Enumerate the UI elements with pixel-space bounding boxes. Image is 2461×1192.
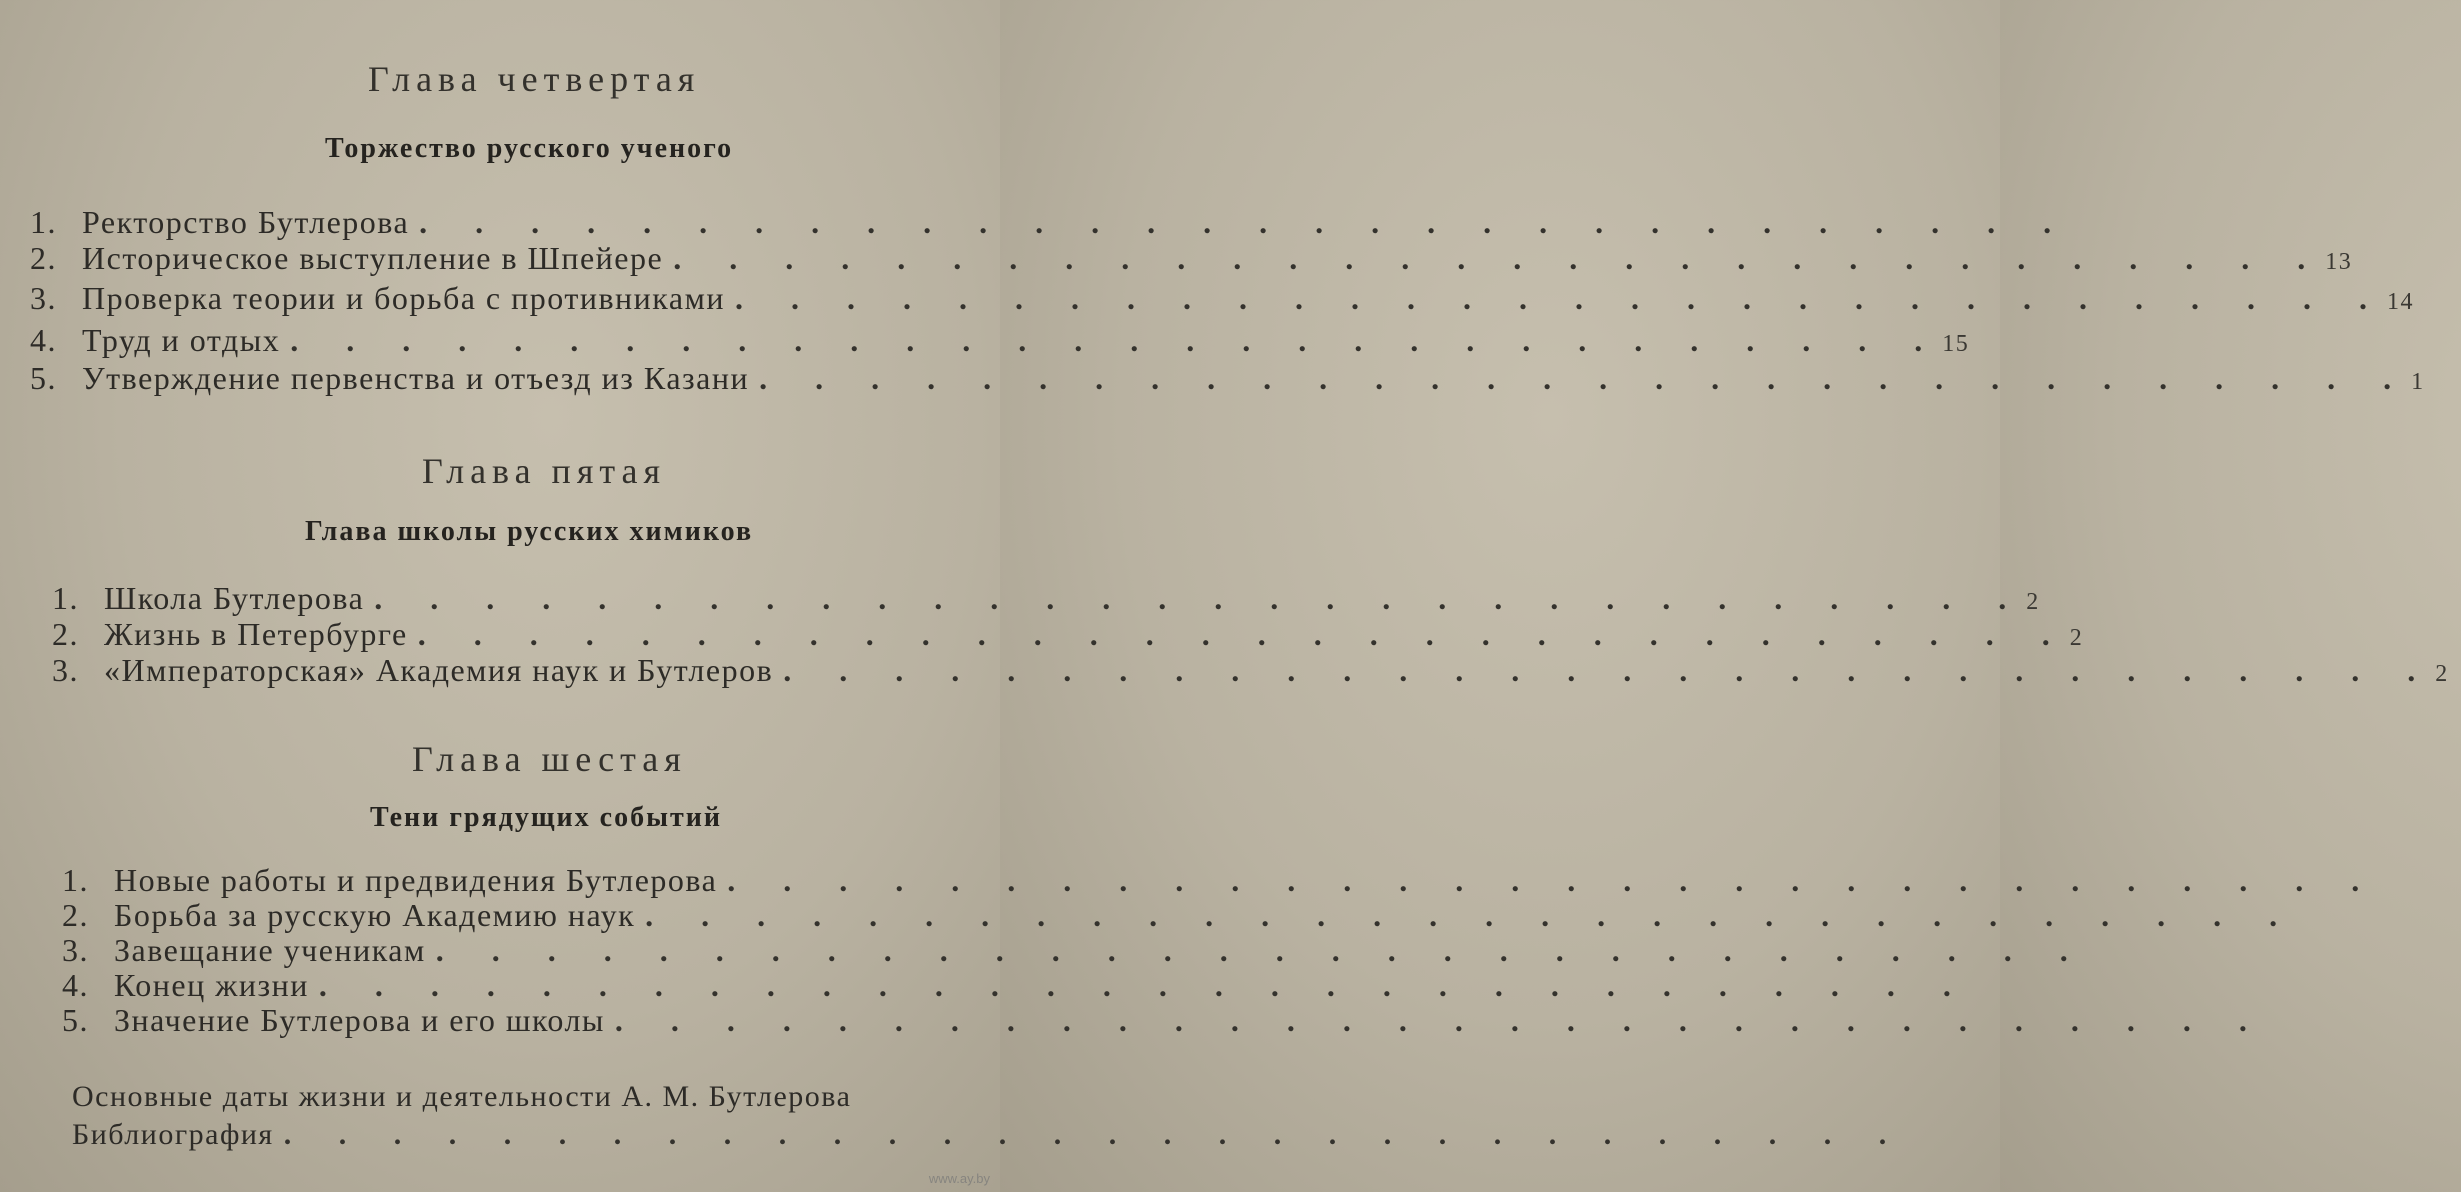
bibliography-entry-title: Библиография [72, 1118, 274, 1151]
entry-title: Ректорство Бутлерова [82, 204, 410, 240]
dot-leader: . . . . . . . . . . . . . . . . . . . . . . . . . . . . . . [614, 1002, 2267, 1038]
toc-entry [62, 967, 1971, 1007]
dot-leader: . . . . . . . . . . . . . . . . . . . . . . . . . . . . . . [318, 967, 1971, 1003]
chapter-6-heading: Глава шестая [412, 739, 687, 779]
entry-page: 2 [2435, 661, 2449, 687]
entry-title: Значение Бутлерова и его школы [114, 1002, 605, 1038]
toc-entry [52, 616, 2084, 656]
entry-number: 4. [30, 322, 57, 358]
dot-leader: . . . . . . . . . . . . . . . . . . . . . . . . . . . . . . [419, 204, 2072, 240]
toc-entry [30, 280, 2414, 320]
entry-page: 14 [2386, 289, 2414, 315]
entry-title: Утверждение первенства и отъезд из Казани [82, 360, 750, 396]
entry-number: 2. [30, 240, 57, 276]
chapter-4-title: Торжество русского ученого [325, 133, 734, 164]
dot-leader: . . . . . . . . . . . . . . . . . . . . . . . . . . . . . . [645, 897, 2298, 933]
chapter-6-title: Тени грядущих событий [370, 802, 722, 833]
entry-page: 2 [2069, 625, 2084, 651]
toc-entry [30, 360, 2425, 400]
dot-leader: . . . . . . . . . . . . . . . . . . . . . . . . . . . . . . [759, 360, 2412, 396]
toc-entry [62, 1002, 2267, 1042]
dot-leader: . . . . . . . . . . . . . . . . . . . . . . . . . . . . . . [290, 322, 1943, 358]
entry-title: Завещание ученикам [114, 932, 426, 968]
entry-page: 1 [2411, 369, 2425, 395]
dot-leader: . . . . . . . . . . . . . . . . . . . . . . . . . . . . . . [417, 616, 2070, 652]
entry-page: 13 [2325, 249, 2353, 275]
entry-number: 1. [30, 204, 57, 240]
entry-page: 15 [1942, 331, 1970, 357]
entry-number: 3. [52, 652, 79, 688]
bibliography-entry [72, 1118, 1907, 1158]
entry-number: 3. [62, 932, 89, 968]
entry-number: 4. [62, 967, 89, 1003]
toc-entry [30, 240, 2353, 280]
entry-title: Проверка теории и борьба с противниками [82, 280, 725, 316]
watermark: www.ay.by [928, 1171, 990, 1186]
entry-number: 2. [62, 897, 89, 933]
dot-leader: . . . . . . . . . . . . . . . . . . . . . . . . . . . . . . [734, 280, 2387, 316]
entry-page: 2 [2026, 589, 2040, 615]
entry-number: 2. [52, 616, 79, 652]
entry-title: Жизнь в Петербурге [104, 616, 408, 652]
dot-leader: . . . . . . . . . . . . . . . . . . . . . . . . . . . . . . [283, 1118, 1907, 1151]
chapter-5-heading: Глава пятая [422, 451, 667, 491]
chapter-5-title: Глава школы русских химиков [305, 516, 754, 547]
toc-entry [62, 862, 2380, 902]
entry-title: Школа Бутлерова [104, 580, 365, 616]
entry-title: Конец жизни [114, 967, 309, 1003]
entry-number: 5. [62, 1002, 89, 1038]
chapter-4-heading: Глава четвертая [368, 59, 701, 99]
entry-number: 1. [52, 580, 79, 616]
toc-entry [30, 322, 1970, 362]
toc-entry [52, 652, 2449, 692]
entry-title: «Императорская» Академия наук и Бутлеров [104, 652, 774, 688]
dot-leader: . . . . . . . . . . . . . . . . . . . . . . . . . . . . . . [374, 580, 2027, 616]
entry-title: Борьба за русскую Академию наук [114, 897, 636, 933]
toc-entry [62, 897, 2298, 937]
dates-entry [72, 1080, 972, 1120]
entry-title: Труд и отдых [82, 322, 281, 358]
toc-entry [30, 204, 2072, 244]
dates-entry-title: Основные даты жизни и деятельности А. М. Бутлерова [72, 1080, 852, 1113]
dot-leader: . . . . . . . . . . . . . . . . . . . . . . . . . . . . . . [783, 652, 2436, 688]
dot-leader: . . . . . . . . . . . . . . . . . . . . . . . . . . . . . . [435, 932, 2088, 968]
entry-number: 3. [30, 280, 57, 316]
entry-title: Новые работы и предвидения Бутлерова [114, 862, 718, 898]
dot-leader: . . . . . . . . . . . . . . . . . . . . . . . . . . . . . . [673, 240, 2326, 276]
entry-title: Историческое выступление в Шпейере [82, 240, 664, 276]
dot-leader: . . . . . . . . . . . . . . . . . . . . . . . . . . . . . . [727, 862, 2380, 898]
toc-entry [62, 932, 2088, 972]
toc-entry [52, 580, 2040, 620]
entry-number: 5. [30, 360, 57, 396]
entry-number: 1. [62, 862, 89, 898]
